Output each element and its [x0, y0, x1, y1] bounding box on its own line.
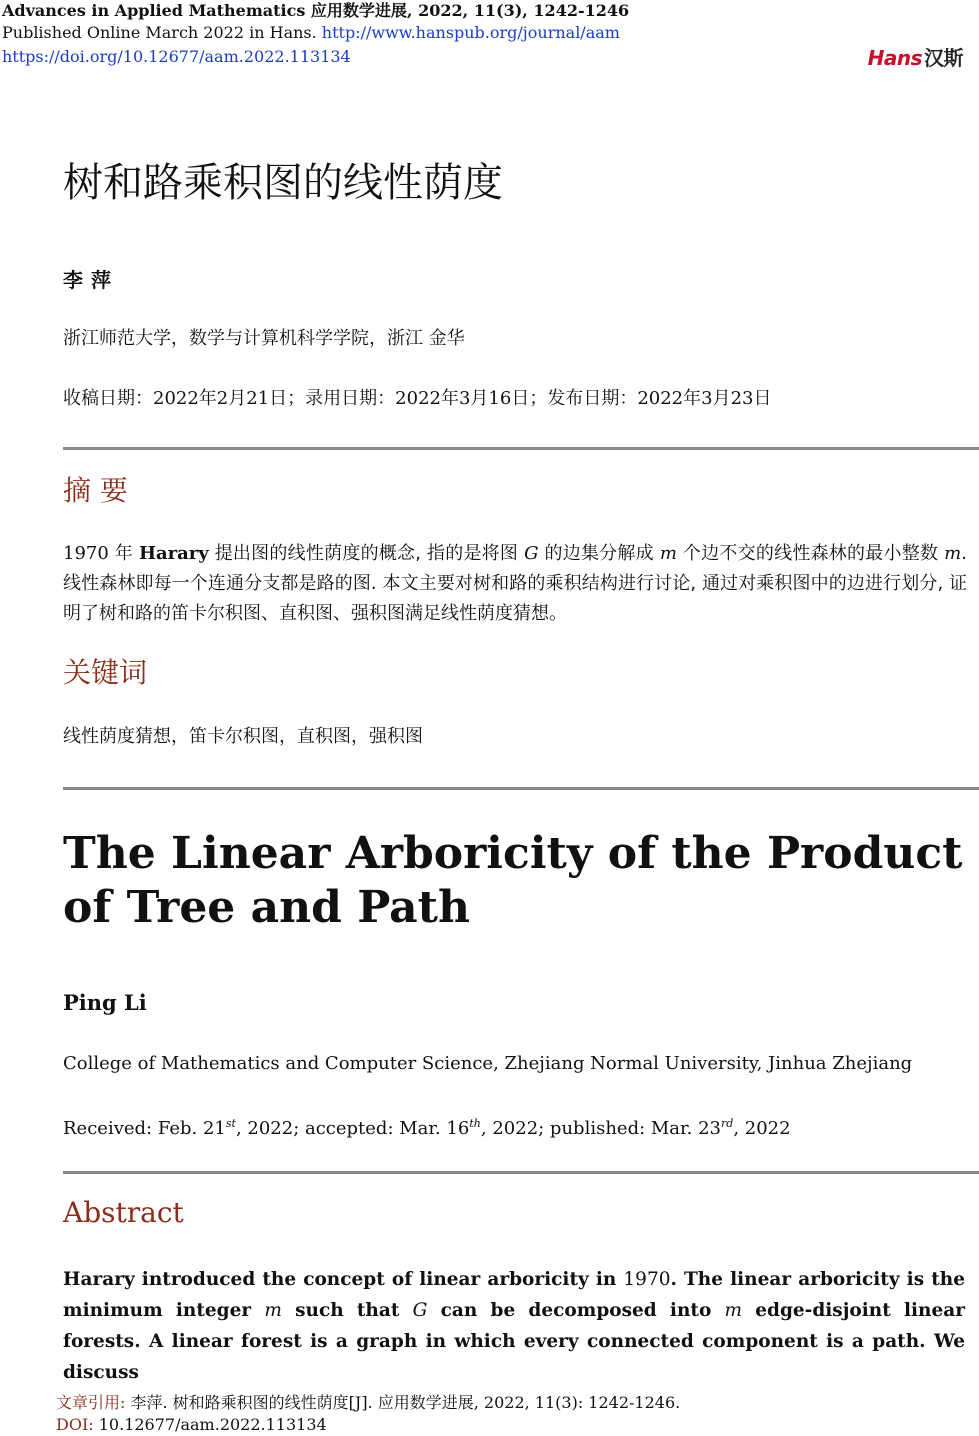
divider: [63, 787, 979, 790]
text-span: Received: Feb. 21: [63, 1118, 226, 1139]
citation-text: 李萍. 树和路乘积图的线性荫度[J]. 应用数学进展, 2022, 11(3): 1242-1246.: [125, 1393, 681, 1412]
text-span: 个边不交的线性森林的最小整数: [676, 543, 945, 564]
doi-label: DOI:: [56, 1415, 94, 1434]
cn-affiliation: 浙江师范大学，数学与计算机科学学院，浙江 金华: [63, 328, 465, 349]
en-author: Ping Li: [63, 990, 147, 1015]
text-span: . 线性森林即每一个连通分支都是路的图. 本文主要对树和路的乘积结构进行讨论, 通过对乘积图中的边进行划分, 证明了树和路的笛卡尔积图、直积图、强积图满足线性荫度猜想。: [63, 543, 967, 624]
hans-logo: [868, 42, 963, 71]
doi-link[interactable]: https://doi.org/10.12677/aam.2022.113134: [2, 47, 351, 66]
text-span: , 2022; accepted: Mar. 16: [235, 1118, 470, 1139]
cn-dates: 收稿日期：2022年2月21日；录用日期：2022年3月16日；发布日期：2022年3月23日: [63, 388, 772, 409]
divider: [63, 447, 979, 450]
ordinal: th: [469, 1117, 481, 1130]
en-abstract-heading: Abstract: [63, 1196, 184, 1229]
citation-doi: [56, 1414, 327, 1436]
text-span: 1970: [63, 543, 109, 564]
text-span: Harary: [138, 543, 209, 564]
math-var: m: [659, 543, 677, 564]
text-span: edge-disjoint linear forests. A linear forest is a graph in which every connected component is a path. We discuss: [63, 1300, 965, 1383]
doi-value: 10.12677/aam.2022.113134: [93, 1415, 327, 1434]
en-title: The Linear Arboricity of the Product of Tree and Path: [63, 828, 963, 933]
text-span: 年: [108, 543, 139, 564]
cn-keywords-heading: 关键词: [63, 656, 148, 689]
cn-author: 李萍: [63, 268, 119, 292]
math-var: G: [524, 543, 539, 564]
ordinal: rd: [721, 1117, 734, 1130]
text-span: , 2022: [733, 1118, 791, 1139]
journal-link[interactable]: http://www.hanspub.org/journal/aam: [321, 23, 620, 42]
cn-abstract: [63, 539, 967, 629]
text-span: can be decomposed into: [427, 1300, 725, 1321]
text-span: , 2022; published: Mar. 23: [480, 1118, 722, 1139]
divider: [63, 1171, 979, 1174]
published-line: [2, 22, 620, 44]
logo-cn: 汉斯: [924, 46, 963, 70]
text-span: 提出图的线性荫度的概念, 指的是将图: [208, 543, 525, 564]
math-var: m: [724, 1300, 743, 1321]
text-span: 1970: [623, 1269, 671, 1290]
text-span: such that: [281, 1300, 413, 1321]
text-span: Harary introduced the concept of linear arboricity in: [63, 1269, 624, 1290]
cn-abstract-heading: 摘 要: [63, 474, 128, 507]
en-affiliation: College of Mathematics and Computer Science, Zhejiang Normal University, Jinhua Zhejiang: [63, 1053, 913, 1074]
journal-header: Advances in Applied Mathematics 应用数学进展, 2022, 11(3), 1242-1246: [2, 1, 630, 20]
en-abstract: [63, 1264, 965, 1388]
math-var: m: [944, 543, 962, 564]
math-var: m: [264, 1300, 282, 1321]
cn-keywords: 线性荫度猜想，笛卡尔积图，直积图，强积图: [63, 726, 423, 747]
en-dates: [63, 1111, 791, 1142]
math-var: G: [412, 1300, 428, 1321]
citation: [56, 1392, 680, 1414]
text-span: . The linear arboricity is the minimum integer: [63, 1269, 965, 1321]
citation-label: 文章引用:: [56, 1393, 126, 1412]
ordinal: st: [225, 1117, 236, 1130]
text-span: 的边集分解成: [538, 543, 660, 564]
logo-latin: Hans: [867, 46, 922, 70]
cn-title: 树和路乘积图的线性荫度: [63, 160, 503, 206]
published-text: Published Online March 2022 in Hans.: [2, 23, 317, 42]
